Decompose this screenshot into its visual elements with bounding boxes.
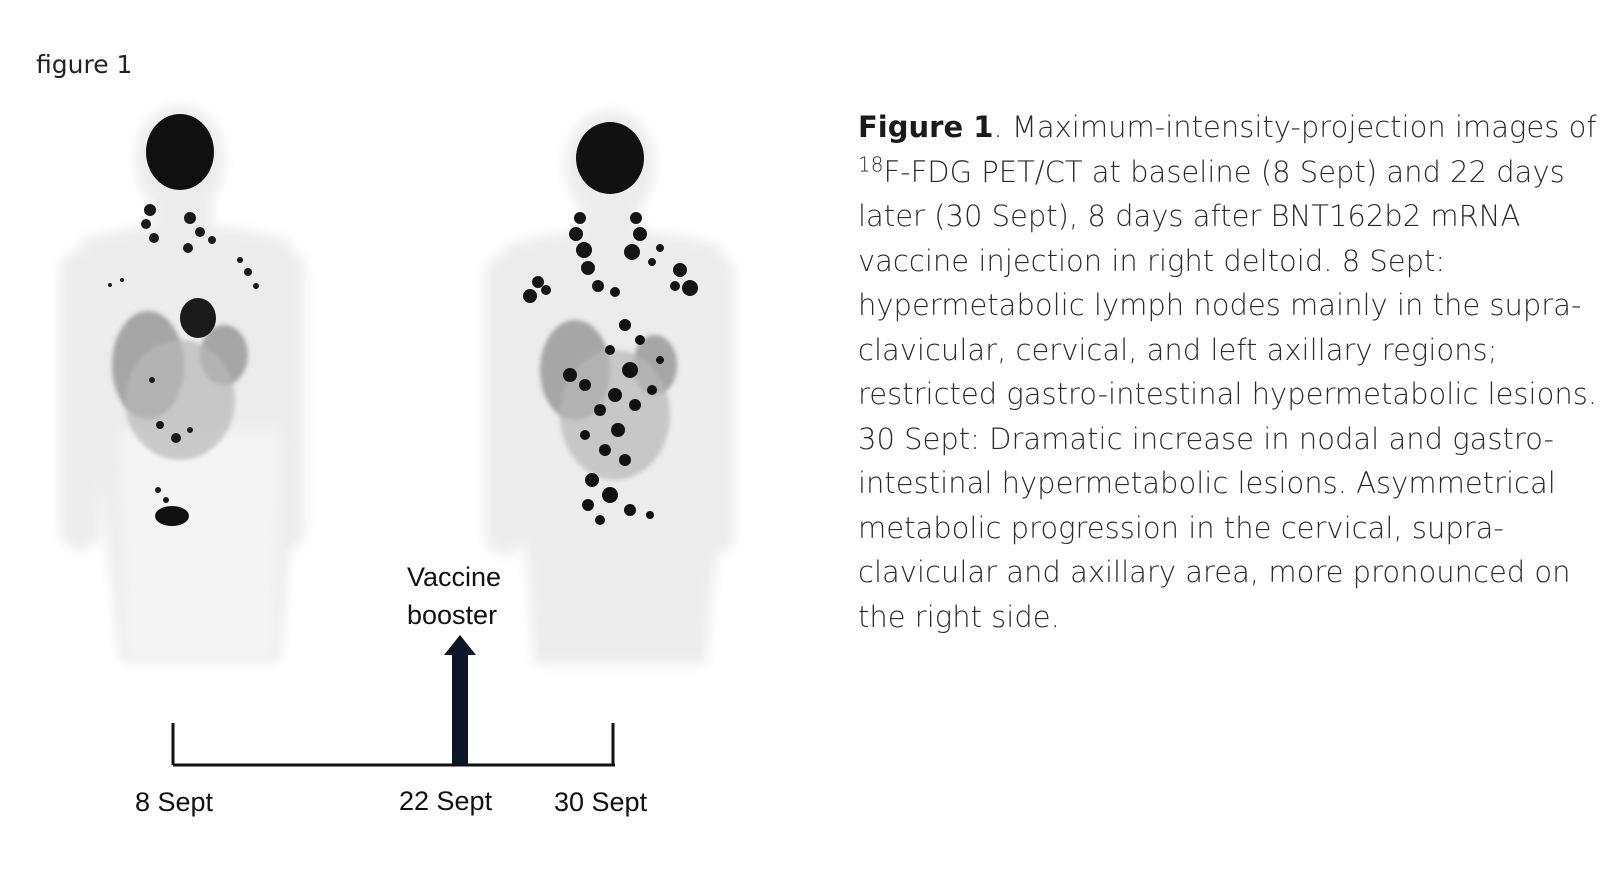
- caption-title: Figure 1: [858, 110, 994, 144]
- figure-panel: [40, 100, 780, 860]
- timeline-date-label: 30 Sept: [554, 787, 648, 817]
- timeline: [173, 723, 615, 765]
- figure-caption: [858, 105, 1598, 639]
- booster-label: booster: [407, 600, 498, 630]
- timeline-date-label: 22 Sept: [399, 786, 493, 816]
- scan-8-sept: [60, 105, 305, 660]
- caption-text: . Maximum-intensity-projection images of: [993, 110, 1597, 144]
- vaccine-label: Vaccine: [407, 562, 502, 592]
- timeline-date-label: 8 Sept: [135, 787, 214, 817]
- caption-text: F-FDG PET/CT at baseline (8 Sept) and 22 days later (30 Sept), 8 days after BNT162b2 mRNA vaccine injection in right deltoid. 8 Sept: hypermetabolic lymph nodes mainly in the supra-clavicular, cervical, and left axillary regions; restricted gastro-intestinal hypermetabolic lesions. 30 Sept: Dramatic increase in nodal and gastro-intestinal hypermetabolic lesions. Asymmetrical metabolic progression in the cervical, supra-clavicular and axillary area, more pronounced on the right side.: [858, 154, 1598, 634]
- caption-superscript: 18: [858, 151, 884, 176]
- scan-30-sept: [485, 110, 735, 665]
- booster-arrow-icon: [444, 635, 476, 765]
- pet-figure-graphic: [40, 100, 780, 860]
- figure-label: figure 1: [36, 50, 133, 79]
